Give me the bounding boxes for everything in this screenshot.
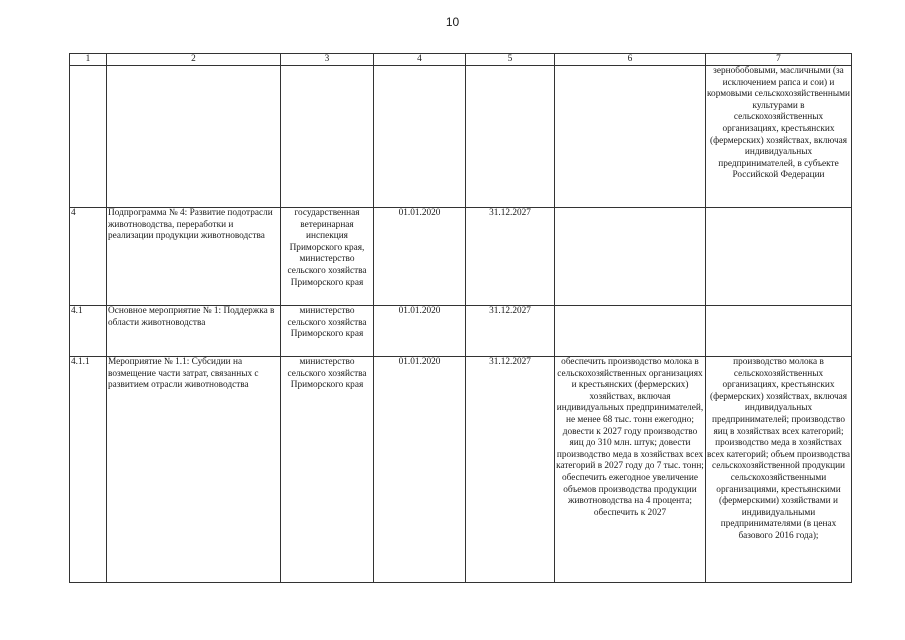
column-header: 1: [70, 54, 107, 66]
row-end-date-cell: 31.12.2027: [466, 357, 555, 583]
row-start-date-cell: 01.01.2020: [374, 208, 466, 306]
row-id-cell: 4.1.1: [70, 357, 107, 583]
row-end-date-cell: 31.12.2027: [466, 306, 555, 357]
table-row: [70, 208, 852, 306]
column-header: 4: [374, 54, 466, 66]
row-executor-cell: [281, 66, 374, 208]
column-header: 2: [107, 54, 281, 66]
row-name-cell: Мероприятие № 1.1: Субсидии на возмещение части затрат, связанных с развитием отрасли животноводства: [107, 357, 281, 583]
row-result-cell: [555, 306, 706, 357]
row-result-cell: [555, 208, 706, 306]
column-header: 6: [555, 54, 706, 66]
row-indicator-cell: [706, 208, 852, 306]
column-header: 5: [466, 54, 555, 66]
row-id-cell: [70, 66, 107, 208]
row-name-cell: Подпрограмма № 4: Развитие подотрасли животноводства, переработки и реализации продукции животноводства: [107, 208, 281, 306]
page-number: 10: [445, 15, 460, 29]
table-row: [70, 357, 852, 583]
row-result-cell: обеспечить производство молока в сельскохозяйственных организациях и крестьянских (фермерских) хозяйствах, включая индивидуальных предпринимателей, не менее 68 тыс. тонн ежегодно; довести к 2027 году производство яиц до 310 млн. штук; довести производство меда в хозяйствах всех категорий в 2027 году до 7 тыс. тонн; обеспечить ежегодное увеличение объемов производства продукции животноводства на 4 процента; обеспечить к 2027: [555, 357, 706, 583]
row-end-date-cell: [466, 66, 555, 208]
row-result-cell: [555, 66, 706, 208]
row-name-cell: Основное мероприятие № 1: Поддержка в области животноводства: [107, 306, 281, 357]
row-executor-cell: государственная ветеринарная инспекция Приморского края, министерство сельского хозяйства Приморского края: [281, 208, 374, 306]
row-start-date-cell: 01.01.2020: [374, 357, 466, 583]
row-indicator-cell: [706, 306, 852, 357]
row-indicator-cell: зернобобовыми, масличными (за исключением рапса и сои) и кормовыми сельскохозяйственными культурами в сельскохозяйственных организациях, крестьянских (фермерских) хозяйствах, включая индивидуальных предпринимателей, в субъекте Российской Федерации: [706, 66, 852, 208]
column-header: 3: [281, 54, 374, 66]
column-header: 7: [706, 54, 852, 66]
table-row: [70, 66, 852, 208]
row-executor-cell: министерство сельского хозяйства Приморского края: [281, 357, 374, 583]
row-name-cell: [107, 66, 281, 208]
row-start-date-cell: [374, 66, 466, 208]
row-start-date-cell: 01.01.2020: [374, 306, 466, 357]
table-row: [70, 306, 852, 357]
row-id-cell: 4.1: [70, 306, 107, 357]
row-end-date-cell: 31.12.2027: [466, 208, 555, 306]
program-table: [69, 53, 852, 583]
row-id-cell: 4: [70, 208, 107, 306]
row-executor-cell: министерство сельского хозяйства Приморского края: [281, 306, 374, 357]
row-indicator-cell: производство молока в сельскохозяйственных организациях, крестьянских (фермерских) хозяйствах, включая индивидуальных предпринимателей; производство яиц в хозяйствах всех категорий; производство меда в хозяйствах всех категорий; объем производства сельскохозяйственной продукции сельскохозяйственными организациями, крестьянскими (фермерскими) хозяйствами и индивидуальными предпринимателями (в ценах базового 2016 года);: [706, 357, 852, 583]
column-number-row: [70, 54, 852, 66]
